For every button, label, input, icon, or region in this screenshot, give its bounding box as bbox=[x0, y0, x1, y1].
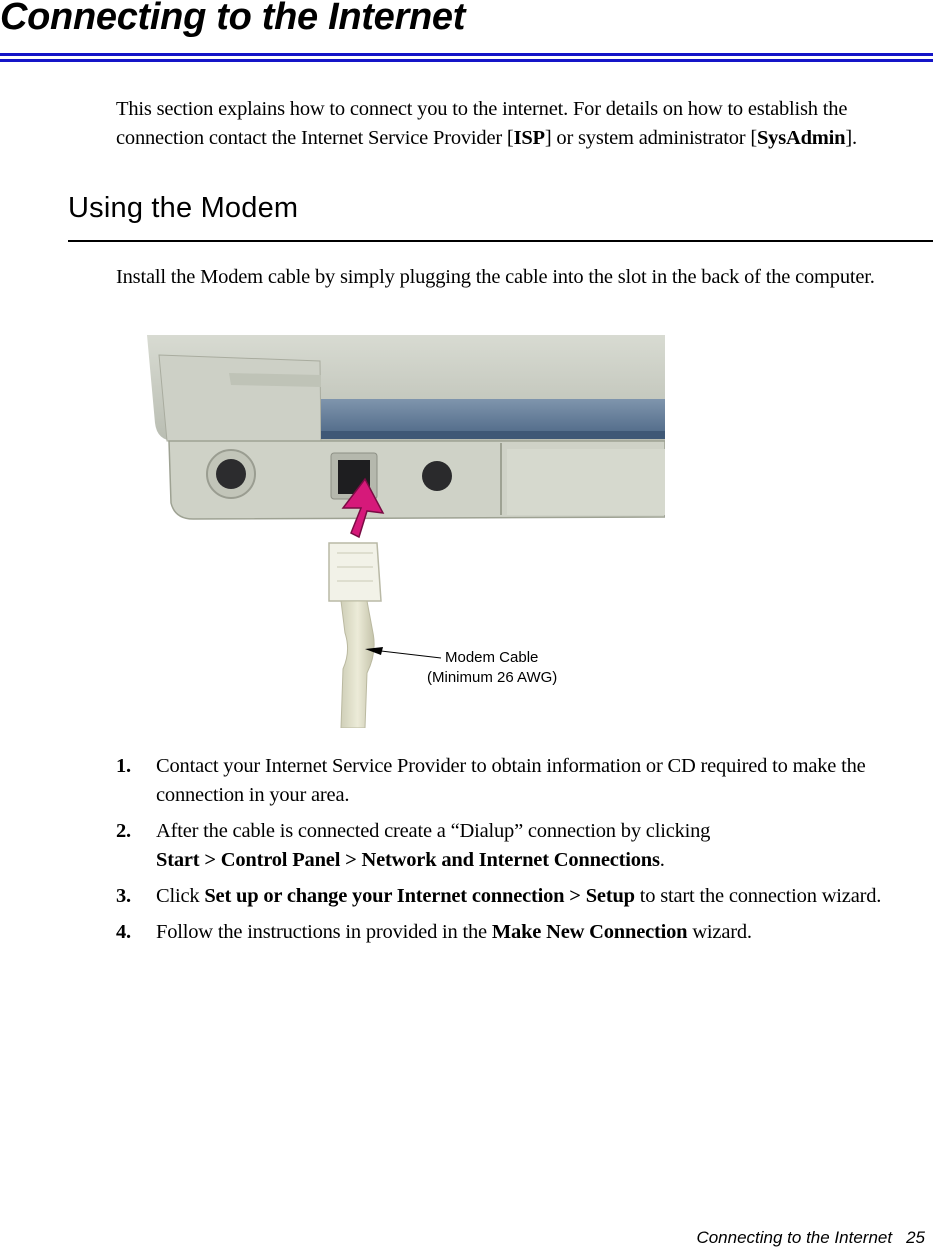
cable-label-line2: (Minimum 26 AWG) bbox=[427, 669, 558, 686]
step-number: 1. bbox=[116, 755, 131, 777]
step-1 bbox=[116, 752, 936, 810]
sysadmin-term: SysAdmin bbox=[756, 127, 846, 149]
section-rule bbox=[68, 240, 933, 242]
menu-path: Start > Control Panel > Network and Internet Connections bbox=[156, 849, 660, 871]
chapter-title: Connecting to the Internet bbox=[0, 0, 466, 38]
page-footer bbox=[696, 1228, 925, 1248]
intro-paragraph bbox=[116, 95, 936, 153]
modem-cable bbox=[341, 601, 374, 728]
rj11-plug bbox=[329, 543, 381, 601]
step-4 bbox=[116, 918, 936, 947]
isp-term: ISP bbox=[513, 127, 545, 149]
intro-text-start: This section explains how to connect you to the internet. For details on how to establish the connection contact the Internet Service Provider [ bbox=[116, 98, 848, 149]
section-title: Using the Modem bbox=[68, 192, 299, 224]
step-3 bbox=[116, 882, 936, 911]
page-number: 25 bbox=[906, 1228, 925, 1247]
step-end: . bbox=[659, 849, 665, 871]
laptop-back-illustration bbox=[145, 333, 665, 728]
setup-path: Set up or change your Internet connection > Setup bbox=[204, 885, 635, 907]
intro-text-middle: ] or system administrator [ bbox=[544, 127, 757, 149]
step-text-before: Click bbox=[156, 885, 205, 907]
intro-text-end: ]. bbox=[845, 127, 857, 149]
round-port bbox=[422, 461, 452, 491]
step-2 bbox=[116, 817, 936, 875]
step-number: 3. bbox=[116, 885, 131, 907]
step-text: After the cable is connected create a “Dialup” connection by clicking bbox=[156, 820, 711, 842]
modem-figure bbox=[145, 333, 665, 728]
step-number: 4. bbox=[116, 921, 131, 943]
cable-label-line1: Modem Cable bbox=[445, 649, 539, 666]
install-paragraph: Install the Modem cable by simply plugging the cable into the slot in the back of the computer. bbox=[116, 266, 875, 288]
laptop-panel bbox=[159, 355, 321, 443]
laptop-ridge bbox=[229, 373, 321, 387]
steps-list bbox=[116, 752, 936, 947]
step-text-before: Follow the instructions in provided in the bbox=[156, 921, 492, 943]
stripe-shadow bbox=[321, 431, 665, 439]
step-text-after: to start the connection wizard. bbox=[634, 885, 882, 907]
step-text-after: wizard. bbox=[687, 921, 752, 943]
step-text: Contact your Internet Service Provider to obtain information or CD required to make the connection in your area. bbox=[156, 755, 866, 806]
wizard-name: Make New Connection bbox=[491, 921, 688, 943]
step-number: 2. bbox=[116, 820, 131, 842]
chapter-rule-top bbox=[0, 53, 933, 56]
footer-title: Connecting to the Internet bbox=[696, 1228, 893, 1247]
chapter-rule-bottom bbox=[0, 59, 933, 62]
panel-door bbox=[507, 449, 665, 515]
ps2-port bbox=[216, 459, 246, 489]
label-leader-line bbox=[373, 650, 441, 658]
